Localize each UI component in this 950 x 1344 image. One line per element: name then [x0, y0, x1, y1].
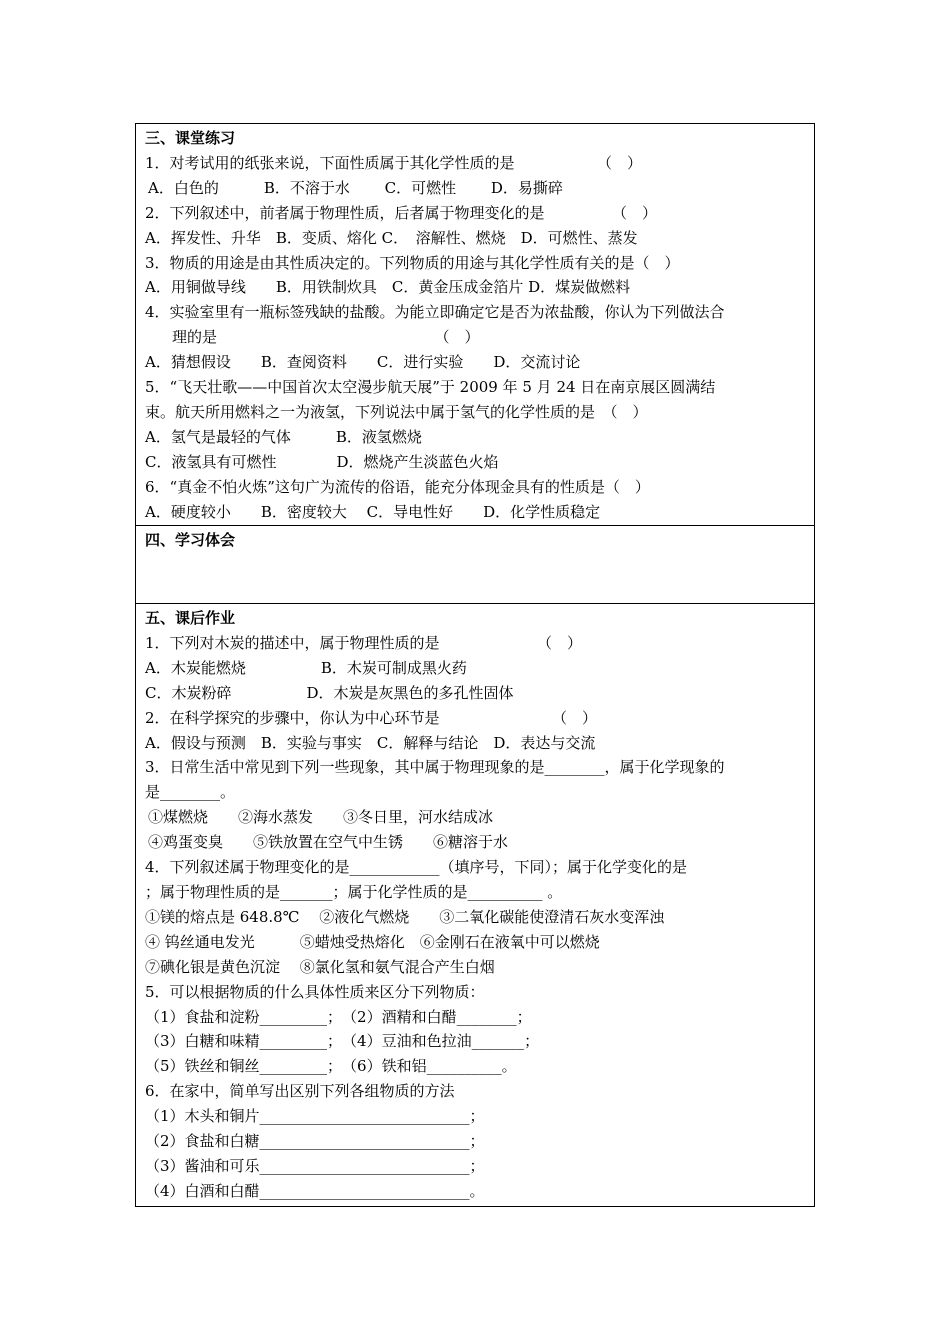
hw-q3-items-1: ①煤燃烧 ②海水蒸发 ③冬日里，河水结成冰: [148, 808, 494, 827]
q2-options: A．挥发性、升华 B．变质、熔化 C． 溶解性、燃烧 D．可燃性、蒸发: [145, 228, 638, 247]
section-heading: 五、课后作业: [145, 609, 236, 627]
hw-question-1: 1．下列对木炭的描述中，属于物理性质的是 （ ）: [145, 633, 583, 652]
question-2: 2．下列叙述中，前者属于物理性质，后者属于物理变化的是 （ ）: [145, 203, 658, 222]
q4-options: A．猜想假设 B．查阅资料 C．进行实验 D．交流讨论: [145, 353, 581, 372]
hw-question-3: 3．日常生活中常见到下列一些现象，其中属于物理现象的是________，属于化学现象的: [145, 758, 725, 777]
q5-options-ab: A．氢气是最轻的气体 B．液氢燃烧: [145, 427, 422, 446]
hw-q3-items-2: ④鸡蛋变臭 ⑤铁放置在空气中生锈 ⑥糖溶于水: [148, 833, 509, 852]
hw-question-4-cont: ；属于物理性质的是_______；属于化学性质的是__________ 。: [145, 882, 563, 901]
hw-question-4: 4．下列叙述属于物理变化的是____________（填序号，下同）；属于化学变化的是: [145, 858, 688, 877]
hw-q4-items-3: ⑦碘化银是黄色沉淀 ⑧氯化氢和氨气混合产生白烟: [145, 957, 495, 976]
question-4-cont: 理的是 （ ）: [172, 328, 480, 347]
question-5: 5．“飞天壮歌——中国首次太空漫步航天展”于 2009 年 5 月 24 日在南京展区圆满结: [145, 378, 716, 397]
section-classroom-practice: [136, 124, 814, 526]
section-heading: 三、课堂练习: [145, 129, 236, 147]
hw-q4-items-1: ①镁的熔点是 648.8℃ ②液化气燃烧 ③二氧化碳能使澄清石灰水变浑浊: [145, 907, 665, 926]
hw-question-5: 5．可以根据物质的什么具体性质来区分下列物质：: [145, 982, 485, 1001]
q6-options: A．硬度较小 B．密度较大 C．导电性好 D．化学性质稳定: [145, 502, 601, 521]
question-4: 4．实验室里有一瓶标签残缺的盐酸。为能立即确定它是否为浓盐酸，你认为下列做法合: [145, 303, 725, 322]
question-5-cont: 束。航天所用燃料之一为液氢，下列说法中属于氢气的化学性质的是 （ ）: [145, 402, 648, 421]
hw-q5-pair-3-4: （3）白糖和味精_________； （4）豆油和色拉油_______；: [145, 1032, 540, 1051]
hw-q4-items-2: ④ 钨丝通电发光 ⑤蜡烛受热熔化 ⑥金刚石在液氧中可以燃烧: [145, 932, 600, 951]
hw-q1-options-cd: C．木炭粉碎 D．木炭是灰黑色的多孔性固体: [145, 683, 514, 702]
q1-options: A．白色的 B．不溶于水 C．可燃性 D．易撕碎: [148, 178, 563, 197]
hw-q5-pair-1-2: （1）食盐和淀粉_________； （2）酒精和白醋________；: [145, 1007, 532, 1026]
q3-options: A．用铜做导线 B．用铁制炊具 C．黄金压成金箔片 D．煤炭做燃料: [145, 278, 631, 297]
worksheet-table: [135, 123, 815, 1207]
question-1: 1．对考试用的纸张来说，下面性质属于其化学性质的是 （ ）: [145, 153, 643, 172]
hw-question-6: 6．在家中，简单写出区别下列各组物质的方法: [145, 1082, 455, 1101]
hw-q5-pair-5-6: （5）铁丝和铜丝_________； （6）铁和铝__________。: [145, 1057, 517, 1076]
hw-q1-options-ab: A．木炭能燃烧 B．木炭可制成黑火药: [145, 658, 467, 677]
hw-q6-item-4: （4）白酒和白醋____________________________。: [145, 1181, 485, 1200]
q5-options-cd: C．液氢具有可燃性 D．燃烧产生淡蓝色火焰: [145, 452, 499, 471]
section-heading: 四、学习体会: [145, 531, 236, 549]
question-3: 3．物质的用途是由其性质决定的。下列物质的用途与其化学性质有关的是（ ）: [145, 253, 680, 272]
hw-q6-item-3: （3）酱油和可乐____________________________；: [145, 1156, 485, 1175]
question-6: 6．“真金不怕火炼”这句广为流传的俗语，能充分体现金具有的性质是（ ）: [145, 477, 650, 496]
section-learning-reflection: [136, 526, 814, 604]
hw-question-3-cont: 是________。: [145, 783, 236, 802]
hw-q6-item-2: （2）食盐和白糖____________________________；: [145, 1132, 485, 1151]
hw-q2-options: A．假设与预测 B．实验与事实 C．解释与结论 D．表达与交流: [145, 733, 596, 752]
hw-q6-item-1: （1）木头和铜片____________________________；: [145, 1107, 485, 1126]
hw-question-2: 2．在科学探究的步骤中，你认为中心环节是 （ ）: [145, 708, 598, 727]
section-homework: [136, 604, 814, 1206]
